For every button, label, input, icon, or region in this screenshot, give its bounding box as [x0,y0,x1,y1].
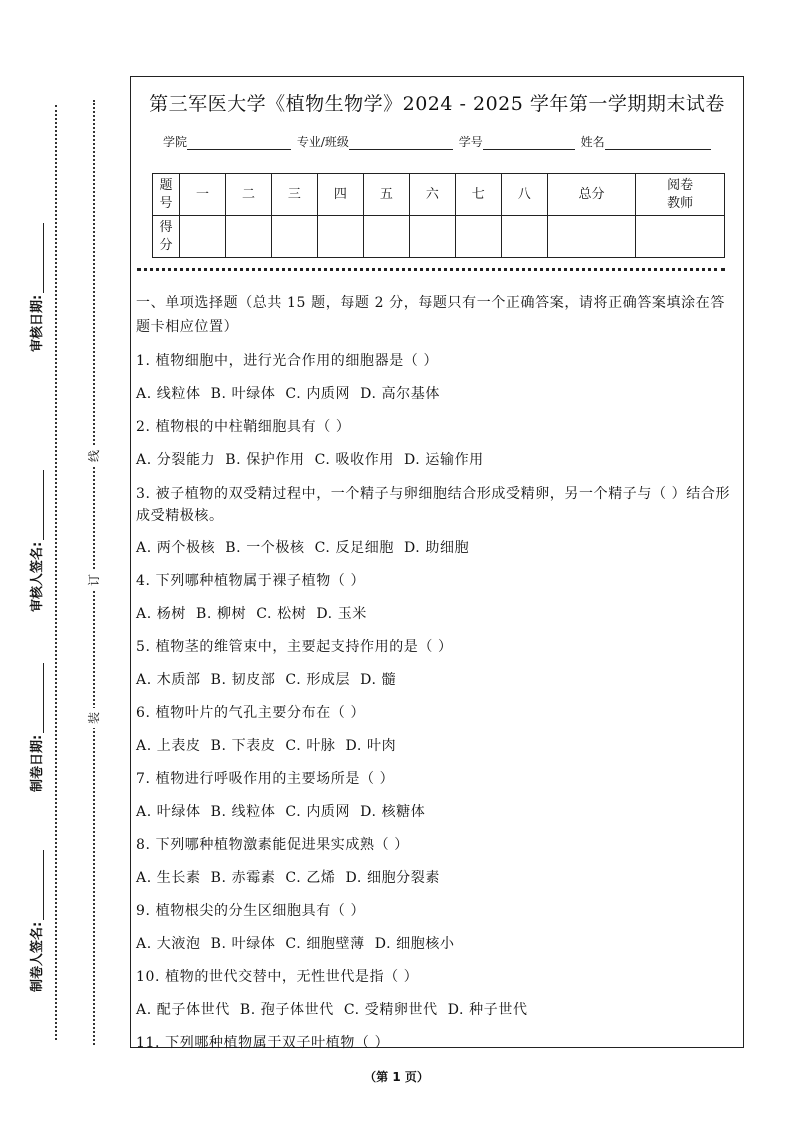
score-row-label: 得 分 [153,216,180,258]
option: C. 反足细胞 [314,540,394,556]
question-stem: 11. 下列哪种植物属于双子叶植物（ ） [136,1035,390,1051]
question-options [136,730,736,763]
score-header-cell: 三 [271,174,317,216]
option: D. 玉米 [316,606,367,622]
option: D. 核糖体 [360,804,426,820]
option: A. 两个极核 [136,540,216,556]
page-number: （第 1 页） [364,1070,429,1084]
option: B. 线粒体 [210,804,276,820]
binding-char-line: 线 [84,446,104,466]
binding-dotted-line-outer [55,105,57,1040]
option: C. 乙烯 [285,870,336,886]
review-date-blank[interactable] [31,223,44,293]
question-stem: 5. 植物茎的维管束中，主要起支持作用的是（ ） [136,639,453,655]
name-field[interactable] [605,135,711,150]
option: D. 细胞核小 [374,936,455,952]
score-header-cell: 总分 [547,174,636,216]
score-table-score-row [153,216,725,258]
section-1-heading: 一、单项选择题（总共 15 题，每题 2 分，每题只有一个正确答案，请将正确答案填涂在答题卡相应位置） [136,295,725,335]
question-stem: 10. 植物的世代交替中，无性世代是指（ ） [136,969,419,985]
option: D. 叶肉 [345,738,397,754]
option: A. 分裂能力 [136,452,216,468]
option: B. 叶绿体 [210,936,276,952]
option: B. 柳树 [196,606,247,622]
name-label: 姓名 [580,135,605,149]
question-stem: 1. 植物细胞中，进行光合作用的细胞器是（ ） [136,353,439,369]
question-options [136,378,736,411]
score-cell[interactable] [547,216,636,258]
option: D. 高尔基体 [360,386,440,402]
score-header-cell: 七 [455,174,501,216]
question-stem: 9. 植物根尖的分生区细胞具有（ ） [136,903,366,919]
question-stem: 6. 植物叶片的气孔主要分布在（ ） [136,705,366,721]
score-header-cell: 阅卷 教师 [636,174,725,216]
margin-label-paper-date: 制卷日期: [28,632,48,792]
margin-label-review-date: 审核日期: [28,192,48,352]
option: D. 运输作用 [403,452,484,468]
option: D. 种子世代 [447,1002,528,1018]
option: A. 上表皮 [136,738,201,754]
question-options [136,994,736,1027]
option: A. 配子体世代 [136,1002,230,1018]
score-cell[interactable] [225,216,271,258]
dotted-separator [137,268,725,271]
option: D. 细胞分裂素 [345,870,440,886]
question-options [136,862,736,895]
score-header-cell: 八 [501,174,547,216]
option: C. 叶脉 [285,738,336,754]
question-options [136,796,736,829]
question-options [136,928,736,961]
option: A. 大液泡 [136,936,201,952]
option: B. 赤霉素 [210,870,276,886]
question-stem: 7. 植物进行呼吸作用的主要场所是（ ） [136,771,395,787]
option: A. 线粒体 [136,386,201,402]
score-cell[interactable] [271,216,317,258]
question-stem: 4. 下列哪种植物属于裸子植物（ ） [136,573,366,589]
student-info-row [163,132,713,152]
margin-label-reviewer-signature: 审核人签名: [28,452,48,612]
score-cell[interactable] [363,216,409,258]
option: B. 叶绿体 [210,386,276,402]
option: A. 生长素 [136,870,201,886]
option: B. 下表皮 [210,738,276,754]
question-options [136,664,736,697]
option: B. 韧皮部 [210,672,276,688]
college-field[interactable] [187,135,291,150]
exam-frame [130,76,744,1051]
score-table-header-row [153,174,725,216]
score-cell[interactable] [409,216,455,258]
score-header-cell: 一 [180,174,226,216]
major-class-field[interactable] [349,135,453,150]
option: C. 吸收作用 [314,452,394,468]
score-cell[interactable] [317,216,363,258]
option: C. 细胞壁薄 [285,936,365,952]
score-header-cell: 五 [363,174,409,216]
section-1 [136,291,736,1060]
option: A. 木质部 [136,672,201,688]
margin-label-paper-author-signature: 制卷人签名: [28,832,48,992]
college-label: 学院 [163,135,188,149]
score-cell[interactable] [501,216,547,258]
score-cell[interactable] [180,216,226,258]
option: C. 内质网 [285,804,351,820]
question-stem: 2. 植物根的中柱鞘细胞具有（ ） [136,419,351,435]
option: A. 杨树 [136,606,187,622]
option: D. 助细胞 [403,540,470,556]
option: B. 孢子体世代 [239,1002,334,1018]
option: B. 一个极核 [225,540,305,556]
question-options [136,444,736,477]
option: C. 内质网 [285,386,351,402]
score-cell[interactable] [455,216,501,258]
binding-char-bind: 装 [84,708,104,728]
reviewer-signature-blank[interactable] [31,470,44,540]
option: D. 髓 [360,672,397,688]
option: B. 保护作用 [225,452,305,468]
question-options [136,598,736,631]
question-options [136,532,736,565]
student-id-label: 学号 [458,135,483,149]
score-table [152,173,725,258]
option: C. 形成层 [285,672,351,688]
score-cell[interactable] [636,216,725,258]
student-id-field[interactable] [483,135,575,150]
score-header-cell: 四 [317,174,363,216]
score-header-cell: 六 [409,174,455,216]
paper-date-blank[interactable] [31,663,44,733]
major-class-label: 专业/班级 [296,135,349,149]
option: C. 松树 [256,606,307,622]
option: C. 受精卵世代 [343,1002,438,1018]
paper-author-signature-blank[interactable] [31,850,44,920]
exam-title: 第三军医大学《植物生物学》2024 - 2025 学年第一学期期末试卷 [149,93,725,115]
question-stem: 8. 下列哪种植物激素能促进果实成熟（ ） [136,837,409,853]
binding-char-staple: 订 [84,570,104,590]
score-header-cell: 二 [225,174,271,216]
option: A. 叶绿体 [136,804,201,820]
score-header-cell: 题 号 [153,174,180,216]
question-stem: 3. 被子植物的双受精过程中，一个精子与卵细胞结合形成受精卵，另一个精子与（ ）结合形成受精极核。 [136,486,731,524]
